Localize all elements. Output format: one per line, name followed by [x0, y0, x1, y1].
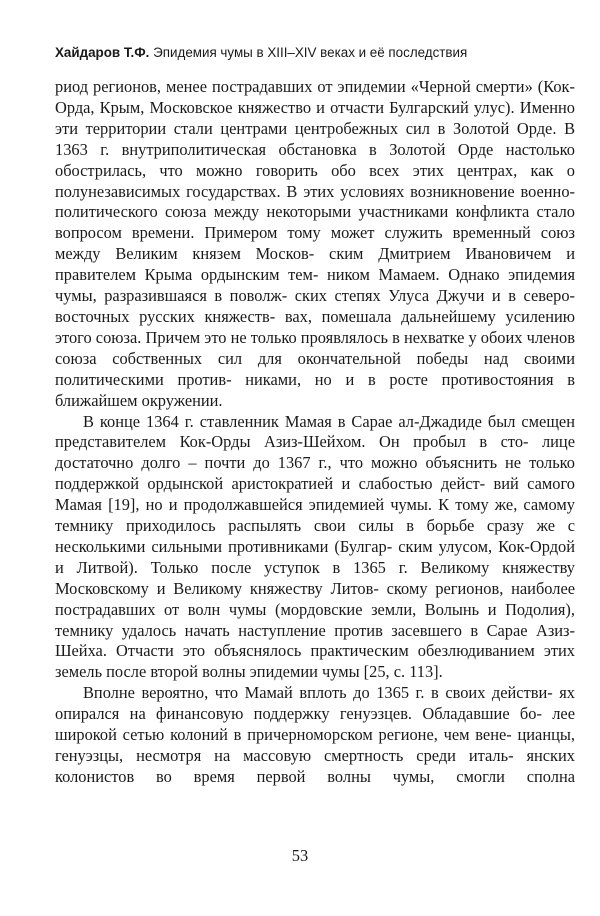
- p1-line: риод регионов, менее пострадавших от эпидемии «Черной смерти»: [55, 77, 533, 96]
- p1-line: ским Дмитрием Ивановичем и правителем Крыма ордынским тем-: [55, 244, 575, 285]
- body-text: [55, 77, 575, 788]
- p1-line: возникновение военно-политического союза между некоторыми: [55, 181, 575, 222]
- paragraph-3: [55, 683, 575, 788]
- p3-line: Вполне вероятно, что Мамай вплоть до 1365 г. в своих действи-: [83, 683, 553, 703]
- p2-line: земли, Волынь и Подолия), темнику удалось начать наступление: [55, 599, 575, 640]
- p2-line: Великому княжеству Московскому и Великому княжеству Литов-: [55, 557, 575, 598]
- p2-line: борьбе сразу же с несколькими сильными противниками (Булгар-: [55, 516, 575, 556]
- p1-line: только проявлялось в нехватке у обоих членов союза собственных: [55, 327, 575, 368]
- p3-line: лее широкой сетью колоний в причерноморском регионе, чем вене-: [55, 704, 575, 745]
- p2-line: эпидемии чумы [25, с. 113].: [249, 662, 443, 682]
- p2-line: вий самого Мамая [19], но и продолжавшейся эпидемией чумы. К: [55, 474, 575, 515]
- p1-line: сил для окончательной победы над своими политическими против-: [55, 348, 575, 389]
- p2-line: тому же, самому темнику приходилось распылять свои силы в: [55, 495, 576, 536]
- page-number: 53: [291, 846, 309, 865]
- p2-line: практическим обезлюдиванием этих земель после второй волны: [55, 641, 575, 682]
- p2-line: против засевшего в Сарае Азиз-Шейха. Отчасти это объяснялось: [55, 620, 575, 661]
- p1-line: может служить временный союз между Великим князем Москов-: [55, 223, 576, 264]
- p1-line: Золотой Орде. В 1363 г. внутриполитическая обстановка в Золотой: [55, 118, 576, 159]
- p2-line: скому регионов, наиболее пострадавших от волн чумы (мордовские: [55, 578, 576, 619]
- p2-line: только поддержкой ордынской аристократией и слабостью дейст-: [55, 453, 575, 494]
- p2-line: смещен представителем Кок-Орды Азиз-Шейхом. Он пробыл в сто-: [55, 411, 575, 452]
- p1-line: участниками конфликта стало вопросом времени. Примером тому: [55, 202, 575, 243]
- running-header: [55, 44, 555, 62]
- p1-line: Орде настолько обострилась, что можно говорить обо всех этих: [55, 139, 575, 180]
- paragraph-2: [55, 412, 575, 684]
- p2-line: лице достаточно долго – почти до 1367 г., что можно объяснить не: [55, 432, 575, 473]
- p3-line: янских колонистов во время первой волны чумы, смогли сполна: [55, 746, 575, 786]
- header-title: Эпидемия чумы в XIII–XIV веках и её последствия: [153, 45, 468, 60]
- p3-line: ях опирался на финансовую поддержку генуэзцев. Обладавшие бо-: [55, 683, 575, 724]
- p1-line: никами, но и в росте противостояния в ближайшем окружении.: [55, 369, 575, 410]
- p3-line: цианцы, генуэзцы, несмотря на массовую смертность среди италь-: [55, 725, 575, 765]
- p2-line: В конце 1364 г. ставленник Мамая в Сарае ал-Джадиде был: [83, 411, 516, 431]
- p2-line: ским улусом, Кок-Ордой и Литвой). Только после уступок в 1365 г.: [55, 536, 575, 577]
- p1-line: (Кок-Орда, Крым, Московское княжество и отчасти Булгарский: [55, 77, 575, 117]
- p1-line: вах, помешала дальнейшему усилению этого союза. Причем это не: [55, 306, 575, 347]
- p1-line: центрах, как о полунезависимых государствах. В этих условиях: [55, 160, 575, 201]
- p1-line: ником Мамаем. Однако эпидемия чумы, разразившаяся в поволж-: [55, 265, 575, 306]
- p1-line: улус). Именно эти территории стали центрами центробежных сил в: [55, 97, 575, 138]
- p1-line: ских степях Улуса Джучи и в северо-восточных русских княжеств-: [55, 286, 575, 326]
- paragraph-1: [55, 77, 575, 412]
- header-author: Хайдаров Т.Ф.: [55, 45, 150, 60]
